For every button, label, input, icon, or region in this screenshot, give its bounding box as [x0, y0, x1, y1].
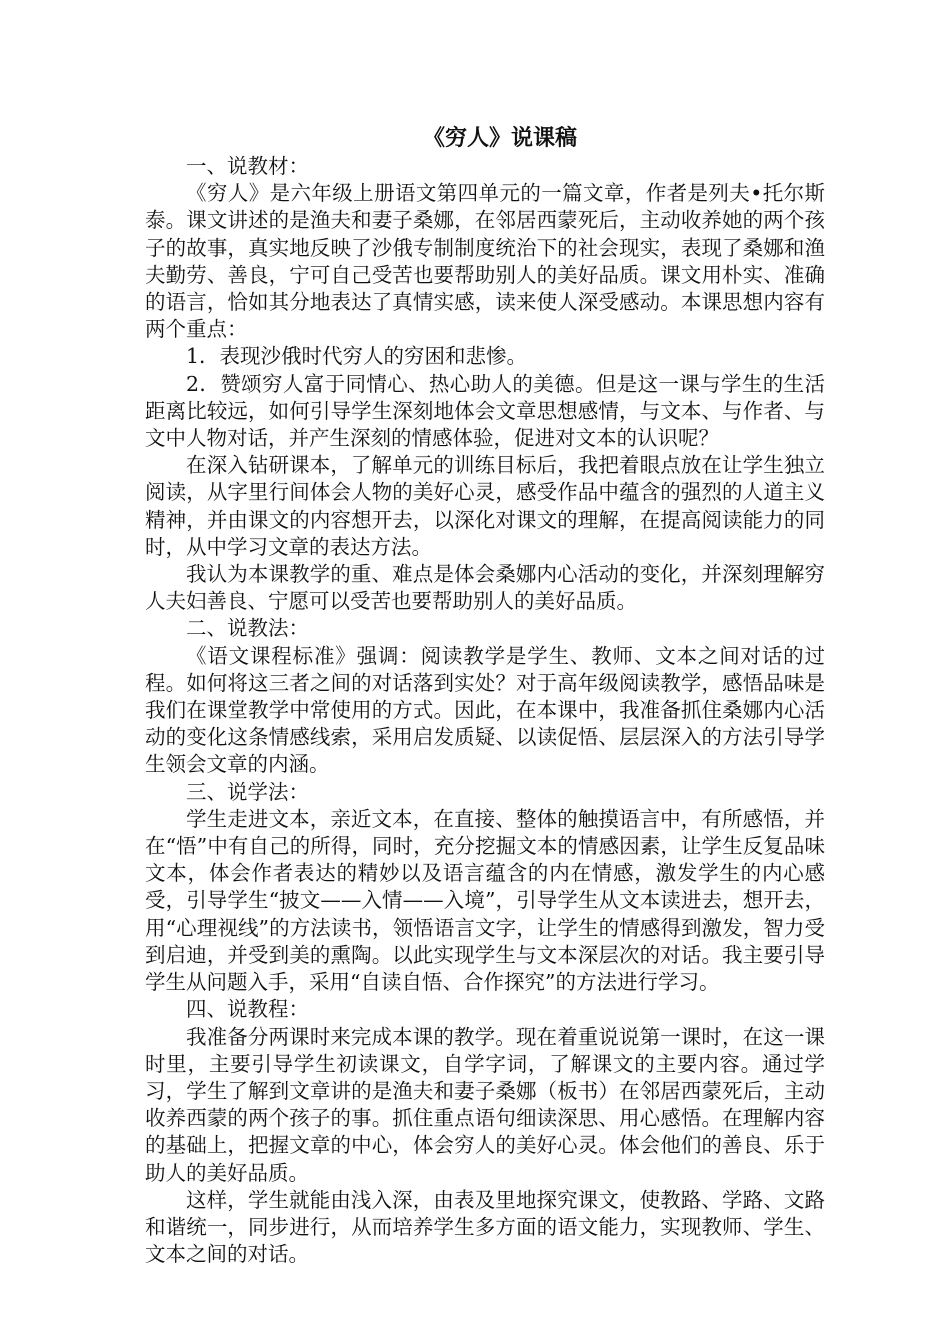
document-title: 《穷人》说课稿 — [422, 125, 577, 151]
paragraph: 《语文课程标准》强调：阅读教学是学生、教师、文本之间对话的过程。如何将这三者之间的对话落到实处？对于高年级阅读教学，感悟品味是我们在课堂教学中常使用的方式。因此，在本课中，我准备抓住桑娜内心活动的变化这条情感线索，采用启发质疑、以读促悟、层层深入的方法引导学生领会文章的内涵。 — [145, 643, 825, 777]
section-heading-teaching-process: 四、说教程： — [186, 997, 309, 1022]
paragraph: 我认为本课教学的重、难点是体会桑娜内心活动的变化，并深刻理解穷人夫妇善良、宁愿可以受苦也要帮助别人的美好品质。 — [145, 562, 825, 614]
paragraph: 2．赞颂穷人富于同情心、热心助人的美德。但是这一课与学生的生活距离比较远，如何引导学生深刻地体会文章思想感情，与文本、与作者、与文中人物对话，并产生深刻的情感体验，促进对文本的认识呢？ — [145, 371, 825, 451]
section-heading-learning-method: 三、说学法： — [186, 779, 309, 804]
paragraph: 学生走进文本，亲近文本，在直接、整体的触摸语言中，有所感悟，并在“悟”中有自己的所得，同时，充分挖掘文本的情感因素，让学生反复品味文本，体会作者表达的精妙以及语言蕴含的内在情感，激发学生的内心感受，引导学生“披文——入情——入境”，引导学生从文本读进去，想开去，用“心理视线”的方法读书，领悟语言文字，让学生的情感得到激发，智力受到启迪，并受到美的熏陶。以此实现学生与文本深层次的对话。我主要引导学生从问题入手，采用“自读自悟、合作探究”的方法进行学习。 — [145, 806, 825, 995]
paragraph: 《穷人》是六年级上册语文第四单元的一篇文章，作者是列夫•托尔斯泰。课文讲述的是渔夫和妻子桑娜，在邻居西蒙死后，主动收养她的两个孩子的故事，真实地反映了沙俄专制制度统治下的社会现实，表现了桑娜和渔夫勤劳、善良，宁可自己受苦也要帮助别人的美好品质。课文用朴实、准确的语言，恰如其分地表达了真情实感，读来使人深受感动。本课思想内容有两个重点： — [145, 181, 825, 342]
paragraph: 1．表现沙俄时代穷人的穷困和悲惨。 — [186, 344, 528, 369]
section-heading-materials: 一、说教材： — [186, 154, 309, 178]
section-heading-teaching-method: 二、说教法： — [186, 616, 309, 641]
paragraph: 这样，学生就能由浅入深，由表及里地探究课文，使教路、学路、文路和谐统一，同步进行，从而培养学生多方面的语文能力，实现教师、学生、文本之间的对话。 — [145, 1187, 825, 1267]
paragraph: 在深入钻研课本，了解单元的训练目标后，我把着眼点放在让学生独立阅读，从字里行间体会人物的美好心灵，感受作品中蕴含的强烈的人道主义精神，并由课文的内容想开去，以深化对课文的理解，在提高阅读能力的同时，从中学习文章的表达方法。 — [145, 453, 825, 559]
document-body — [145, 123, 825, 1268]
paragraph: 我准备分两课时来完成本课的教学。现在着重说说第一课时，在这一课时里，主要引导学生初读课文，自学字词，了解课文的主要内容。通过学习，学生了解到文章讲的是渔夫和妻子桑娜（板书）在邻居西蒙死后，主动收养西蒙的两个孩子的事。抓住重点语句细读深思、用心感悟。在理解内容的基础上，把握文章的中心，体会穷人的美好心灵。体会他们的善良、乐于助人的美好品质。 — [145, 1024, 825, 1185]
